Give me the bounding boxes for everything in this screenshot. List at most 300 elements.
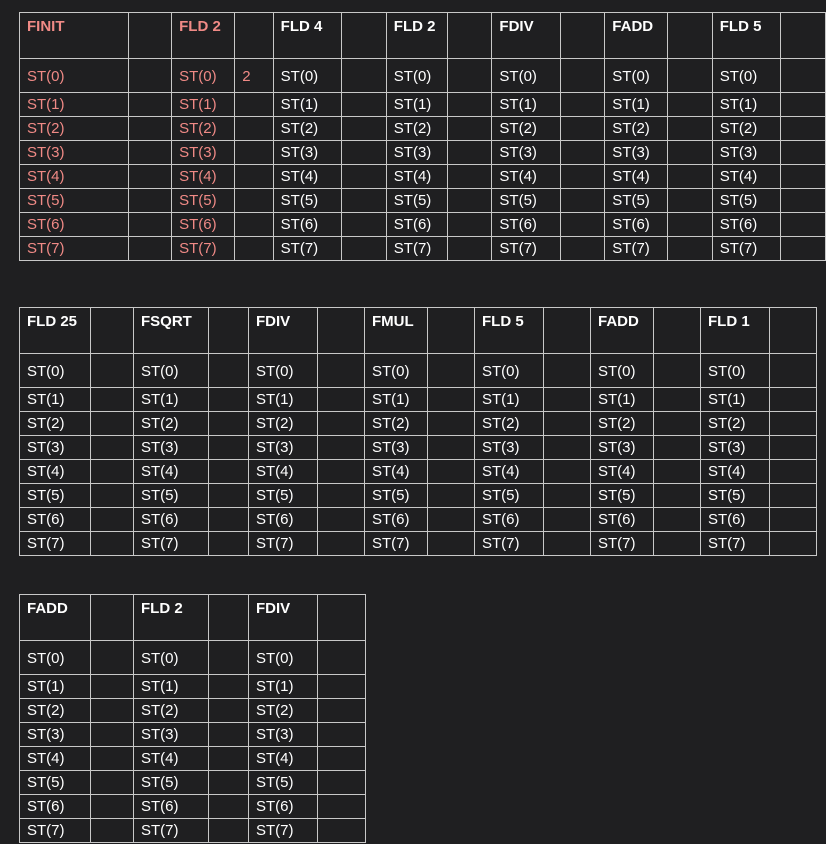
register-cell: ST(0) bbox=[273, 59, 342, 93]
value-cell bbox=[128, 189, 172, 213]
table-row bbox=[20, 388, 817, 412]
value-cell bbox=[668, 59, 712, 93]
table-row bbox=[20, 532, 817, 556]
value-cell bbox=[342, 117, 386, 141]
value-cell bbox=[318, 723, 366, 747]
register-cell: ST(2) bbox=[475, 412, 544, 436]
value-cell bbox=[560, 237, 604, 261]
table-row bbox=[20, 819, 366, 843]
value-cell bbox=[781, 117, 826, 141]
register-cell: ST(7) bbox=[475, 532, 544, 556]
value-cell bbox=[560, 213, 604, 237]
value-cell bbox=[318, 641, 366, 675]
table-row bbox=[20, 747, 366, 771]
value-cell bbox=[209, 675, 249, 699]
header-spacer bbox=[91, 308, 134, 354]
value-cell bbox=[428, 508, 475, 532]
instruction-header: FLD 2 bbox=[134, 595, 209, 641]
value-cell bbox=[428, 484, 475, 508]
table-row bbox=[20, 641, 366, 675]
fpu-stack-table-2 bbox=[19, 307, 817, 556]
value-cell bbox=[209, 819, 249, 843]
register-cell: ST(3) bbox=[172, 141, 235, 165]
register-cell: ST(4) bbox=[249, 747, 318, 771]
register-cell: ST(7) bbox=[273, 237, 342, 261]
value-cell bbox=[91, 675, 134, 699]
register-cell: ST(6) bbox=[172, 213, 235, 237]
value-cell bbox=[781, 189, 826, 213]
value-cell bbox=[654, 436, 701, 460]
value-cell bbox=[209, 354, 249, 388]
instruction-header: FDIV bbox=[249, 308, 318, 354]
register-cell: ST(4) bbox=[172, 165, 235, 189]
register-cell: ST(1) bbox=[475, 388, 544, 412]
value-cell bbox=[447, 59, 491, 93]
value-cell bbox=[668, 237, 712, 261]
register-cell: ST(0) bbox=[701, 354, 770, 388]
table-row bbox=[20, 165, 826, 189]
value-cell bbox=[209, 699, 249, 723]
value-cell bbox=[544, 388, 591, 412]
value-cell bbox=[781, 141, 826, 165]
register-cell: ST(0) bbox=[249, 354, 318, 388]
register-cell: ST(6) bbox=[134, 795, 209, 819]
instruction-header: FLD 4 bbox=[273, 13, 342, 59]
register-cell: ST(3) bbox=[605, 141, 668, 165]
value-cell bbox=[447, 189, 491, 213]
register-cell: ST(4) bbox=[365, 460, 428, 484]
register-cell: ST(6) bbox=[475, 508, 544, 532]
value-cell bbox=[91, 795, 134, 819]
value-cell bbox=[209, 723, 249, 747]
register-cell: ST(5) bbox=[249, 771, 318, 795]
register-cell: ST(1) bbox=[249, 675, 318, 699]
value-cell bbox=[209, 412, 249, 436]
table-row bbox=[20, 354, 817, 388]
value-cell bbox=[770, 388, 817, 412]
register-cell: ST(7) bbox=[134, 532, 209, 556]
register-cell: ST(1) bbox=[20, 388, 91, 412]
value-cell bbox=[318, 354, 365, 388]
value-cell bbox=[235, 237, 273, 261]
table-row bbox=[20, 460, 817, 484]
register-cell: ST(4) bbox=[712, 165, 781, 189]
register-cell: ST(2) bbox=[20, 412, 91, 436]
instruction-header: FADD bbox=[605, 13, 668, 59]
register-cell: ST(3) bbox=[134, 723, 209, 747]
register-cell: ST(2) bbox=[134, 699, 209, 723]
register-cell: ST(2) bbox=[605, 117, 668, 141]
value-cell bbox=[781, 93, 826, 117]
register-cell: ST(0) bbox=[20, 641, 91, 675]
value-cell bbox=[770, 508, 817, 532]
header-spacer bbox=[128, 13, 172, 59]
register-cell: ST(7) bbox=[605, 237, 668, 261]
value-cell bbox=[318, 484, 365, 508]
fpu-stack-table-3 bbox=[19, 594, 366, 843]
register-cell: ST(4) bbox=[134, 747, 209, 771]
header-spacer bbox=[235, 13, 273, 59]
value-cell bbox=[544, 412, 591, 436]
register-cell: ST(1) bbox=[20, 675, 91, 699]
table-row bbox=[20, 436, 817, 460]
value-cell bbox=[544, 484, 591, 508]
value-cell bbox=[318, 795, 366, 819]
value-cell bbox=[560, 59, 604, 93]
value-cell bbox=[447, 213, 491, 237]
table-row bbox=[20, 795, 366, 819]
register-cell: ST(4) bbox=[386, 165, 447, 189]
instruction-header: FLD 5 bbox=[475, 308, 544, 354]
register-cell: ST(4) bbox=[273, 165, 342, 189]
value-cell bbox=[544, 354, 591, 388]
register-cell: ST(3) bbox=[386, 141, 447, 165]
value-cell bbox=[560, 117, 604, 141]
register-cell: ST(1) bbox=[20, 93, 129, 117]
value-cell bbox=[91, 771, 134, 795]
table-row bbox=[20, 508, 817, 532]
value-cell bbox=[428, 460, 475, 484]
instruction-header: FDIV bbox=[249, 595, 318, 641]
instruction-header: FDIV bbox=[492, 13, 560, 59]
register-cell: ST(0) bbox=[365, 354, 428, 388]
register-cell: ST(5) bbox=[386, 189, 447, 213]
value-cell bbox=[209, 795, 249, 819]
table-row bbox=[20, 117, 826, 141]
value-cell bbox=[770, 484, 817, 508]
value-cell bbox=[91, 819, 134, 843]
value-cell bbox=[654, 532, 701, 556]
value-cell bbox=[318, 675, 366, 699]
value-cell bbox=[781, 213, 826, 237]
value-cell bbox=[654, 508, 701, 532]
instruction-header: FADD bbox=[20, 595, 91, 641]
value-cell bbox=[209, 436, 249, 460]
register-cell: ST(5) bbox=[20, 771, 91, 795]
instruction-header: FLD 2 bbox=[172, 13, 235, 59]
register-cell: ST(2) bbox=[20, 699, 91, 723]
header-spacer bbox=[342, 13, 386, 59]
value-cell bbox=[318, 508, 365, 532]
instruction-header: FLD 5 bbox=[712, 13, 781, 59]
register-cell: ST(0) bbox=[386, 59, 447, 93]
register-cell: ST(7) bbox=[20, 819, 91, 843]
value-cell bbox=[342, 165, 386, 189]
register-cell: ST(0) bbox=[134, 354, 209, 388]
value-cell bbox=[209, 532, 249, 556]
register-cell: ST(4) bbox=[605, 165, 668, 189]
register-cell: ST(5) bbox=[134, 484, 209, 508]
value-cell bbox=[318, 388, 365, 412]
value-cell bbox=[428, 354, 475, 388]
value-cell bbox=[318, 460, 365, 484]
value-cell bbox=[91, 412, 134, 436]
register-cell: ST(5) bbox=[605, 189, 668, 213]
value-cell bbox=[209, 484, 249, 508]
value-cell bbox=[91, 508, 134, 532]
value-cell bbox=[342, 141, 386, 165]
register-cell: ST(3) bbox=[475, 436, 544, 460]
value-cell bbox=[428, 388, 475, 412]
value-cell bbox=[447, 117, 491, 141]
register-cell: ST(7) bbox=[701, 532, 770, 556]
table-row bbox=[20, 93, 826, 117]
register-cell: ST(2) bbox=[701, 412, 770, 436]
register-cell: ST(5) bbox=[172, 189, 235, 213]
header-spacer bbox=[668, 13, 712, 59]
register-cell: ST(2) bbox=[273, 117, 342, 141]
register-cell: ST(0) bbox=[591, 354, 654, 388]
register-cell: ST(0) bbox=[475, 354, 544, 388]
value-cell bbox=[447, 237, 491, 261]
register-cell: ST(1) bbox=[134, 388, 209, 412]
value-cell bbox=[770, 532, 817, 556]
register-cell: ST(7) bbox=[20, 237, 129, 261]
table-row bbox=[20, 141, 826, 165]
register-cell: ST(3) bbox=[273, 141, 342, 165]
value-cell bbox=[770, 354, 817, 388]
register-cell: ST(4) bbox=[20, 747, 91, 771]
register-cell: ST(2) bbox=[365, 412, 428, 436]
register-cell: ST(3) bbox=[712, 141, 781, 165]
value-cell bbox=[318, 412, 365, 436]
value-cell bbox=[235, 117, 273, 141]
value-cell bbox=[654, 354, 701, 388]
register-cell: ST(6) bbox=[365, 508, 428, 532]
register-cell: ST(7) bbox=[492, 237, 560, 261]
value-cell bbox=[209, 641, 249, 675]
header-spacer bbox=[447, 13, 491, 59]
register-cell: ST(5) bbox=[712, 189, 781, 213]
register-cell: ST(0) bbox=[605, 59, 668, 93]
register-cell: ST(0) bbox=[134, 641, 209, 675]
value-cell bbox=[235, 165, 273, 189]
register-cell: ST(1) bbox=[365, 388, 428, 412]
register-cell: ST(1) bbox=[701, 388, 770, 412]
table-row bbox=[20, 412, 817, 436]
register-cell: ST(1) bbox=[492, 93, 560, 117]
value-cell bbox=[668, 141, 712, 165]
value-cell bbox=[128, 93, 172, 117]
value-cell bbox=[128, 117, 172, 141]
instruction-header-row bbox=[20, 13, 826, 59]
instruction-header: FMUL bbox=[365, 308, 428, 354]
register-cell: ST(2) bbox=[492, 117, 560, 141]
value-cell bbox=[654, 484, 701, 508]
register-cell: ST(2) bbox=[591, 412, 654, 436]
value-cell bbox=[447, 93, 491, 117]
register-cell: ST(0) bbox=[712, 59, 781, 93]
value-cell bbox=[318, 699, 366, 723]
register-cell: ST(4) bbox=[134, 460, 209, 484]
register-cell: ST(0) bbox=[492, 59, 560, 93]
value-cell bbox=[318, 771, 366, 795]
value-cell bbox=[128, 213, 172, 237]
header-spacer bbox=[544, 308, 591, 354]
value-cell bbox=[544, 460, 591, 484]
value-cell bbox=[209, 747, 249, 771]
value-cell bbox=[781, 165, 826, 189]
fpu-stack-table-1 bbox=[19, 12, 826, 261]
instruction-header: FLD 1 bbox=[701, 308, 770, 354]
register-cell: ST(2) bbox=[20, 117, 129, 141]
table-row bbox=[20, 189, 826, 213]
value-cell bbox=[781, 59, 826, 93]
instruction-header-row bbox=[20, 308, 817, 354]
value-cell bbox=[91, 699, 134, 723]
value-cell bbox=[770, 436, 817, 460]
value-cell bbox=[781, 237, 826, 261]
value-cell bbox=[428, 412, 475, 436]
value-cell bbox=[447, 141, 491, 165]
header-spacer bbox=[770, 308, 817, 354]
register-cell: ST(3) bbox=[365, 436, 428, 460]
value-cell bbox=[668, 93, 712, 117]
instruction-header-row bbox=[20, 595, 366, 641]
register-cell: ST(3) bbox=[20, 723, 91, 747]
register-cell: ST(1) bbox=[273, 93, 342, 117]
register-cell: ST(5) bbox=[273, 189, 342, 213]
value-cell bbox=[128, 59, 172, 93]
value-cell bbox=[342, 189, 386, 213]
table-row bbox=[20, 699, 366, 723]
register-cell: ST(5) bbox=[492, 189, 560, 213]
table-row bbox=[20, 771, 366, 795]
value-cell bbox=[544, 436, 591, 460]
value-cell bbox=[235, 213, 273, 237]
register-cell: ST(0) bbox=[20, 59, 129, 93]
header-spacer bbox=[91, 595, 134, 641]
register-cell: ST(4) bbox=[492, 165, 560, 189]
register-cell: ST(7) bbox=[712, 237, 781, 261]
value-cell bbox=[770, 412, 817, 436]
register-cell: ST(3) bbox=[20, 436, 91, 460]
value-cell bbox=[342, 93, 386, 117]
value-cell bbox=[560, 93, 604, 117]
register-cell: ST(1) bbox=[605, 93, 668, 117]
value-cell bbox=[91, 723, 134, 747]
value-cell bbox=[91, 354, 134, 388]
value-cell bbox=[447, 165, 491, 189]
table-row bbox=[20, 213, 826, 237]
register-cell: ST(0) bbox=[249, 641, 318, 675]
value-cell bbox=[318, 436, 365, 460]
register-cell: ST(3) bbox=[492, 141, 560, 165]
register-cell: ST(5) bbox=[475, 484, 544, 508]
value-cell bbox=[654, 388, 701, 412]
value-cell bbox=[654, 412, 701, 436]
register-cell: ST(1) bbox=[712, 93, 781, 117]
value-cell bbox=[318, 819, 366, 843]
header-spacer bbox=[781, 13, 826, 59]
instruction-header: FADD bbox=[591, 308, 654, 354]
register-cell: ST(5) bbox=[701, 484, 770, 508]
value-cell bbox=[91, 532, 134, 556]
header-spacer bbox=[318, 308, 365, 354]
register-cell: ST(5) bbox=[20, 484, 91, 508]
value-cell bbox=[91, 641, 134, 675]
value-cell bbox=[560, 141, 604, 165]
register-cell: ST(6) bbox=[605, 213, 668, 237]
register-cell: ST(6) bbox=[134, 508, 209, 532]
value-cell bbox=[91, 436, 134, 460]
register-cell: ST(1) bbox=[591, 388, 654, 412]
value-cell bbox=[318, 747, 366, 771]
register-cell: ST(6) bbox=[20, 213, 129, 237]
value-cell bbox=[342, 237, 386, 261]
register-cell: ST(2) bbox=[712, 117, 781, 141]
register-cell: ST(2) bbox=[249, 699, 318, 723]
register-cell: ST(7) bbox=[591, 532, 654, 556]
register-cell: ST(0) bbox=[172, 59, 235, 93]
value-cell bbox=[668, 165, 712, 189]
register-cell: ST(2) bbox=[172, 117, 235, 141]
value-cell bbox=[544, 508, 591, 532]
table-row bbox=[20, 237, 826, 261]
register-cell: ST(6) bbox=[591, 508, 654, 532]
register-cell: ST(7) bbox=[249, 532, 318, 556]
value-cell bbox=[560, 189, 604, 213]
register-cell: ST(3) bbox=[249, 723, 318, 747]
value-cell bbox=[209, 508, 249, 532]
register-cell: ST(2) bbox=[249, 412, 318, 436]
value-cell bbox=[235, 189, 273, 213]
register-cell: ST(1) bbox=[172, 93, 235, 117]
register-cell: ST(6) bbox=[20, 508, 91, 532]
register-cell: ST(3) bbox=[249, 436, 318, 460]
header-spacer bbox=[560, 13, 604, 59]
register-cell: ST(4) bbox=[20, 460, 91, 484]
register-cell: ST(7) bbox=[386, 237, 447, 261]
register-cell: ST(7) bbox=[20, 532, 91, 556]
register-cell: ST(3) bbox=[20, 141, 129, 165]
register-cell: ST(7) bbox=[365, 532, 428, 556]
value-cell bbox=[654, 460, 701, 484]
register-cell: ST(1) bbox=[134, 675, 209, 699]
register-cell: ST(7) bbox=[134, 819, 209, 843]
register-cell: ST(2) bbox=[134, 412, 209, 436]
register-cell: ST(6) bbox=[386, 213, 447, 237]
value-cell bbox=[342, 59, 386, 93]
table-row bbox=[20, 675, 366, 699]
register-cell: ST(5) bbox=[249, 484, 318, 508]
value-cell bbox=[128, 141, 172, 165]
register-cell: ST(1) bbox=[249, 388, 318, 412]
value-cell bbox=[91, 388, 134, 412]
instruction-header: FSQRT bbox=[134, 308, 209, 354]
value-cell bbox=[235, 93, 273, 117]
register-cell: ST(4) bbox=[591, 460, 654, 484]
header-spacer bbox=[209, 595, 249, 641]
value-cell bbox=[560, 165, 604, 189]
register-cell: ST(5) bbox=[20, 189, 129, 213]
value-cell bbox=[318, 532, 365, 556]
register-cell: ST(2) bbox=[386, 117, 447, 141]
header-spacer bbox=[654, 308, 701, 354]
register-cell: ST(1) bbox=[386, 93, 447, 117]
register-cell: ST(4) bbox=[249, 460, 318, 484]
register-cell: ST(6) bbox=[712, 213, 781, 237]
table-row bbox=[20, 59, 826, 93]
header-spacer bbox=[318, 595, 366, 641]
register-cell: ST(5) bbox=[134, 771, 209, 795]
value-cell bbox=[668, 213, 712, 237]
register-cell: ST(6) bbox=[249, 795, 318, 819]
value-cell bbox=[235, 141, 273, 165]
register-cell: ST(5) bbox=[591, 484, 654, 508]
register-cell: ST(4) bbox=[701, 460, 770, 484]
header-spacer bbox=[209, 308, 249, 354]
